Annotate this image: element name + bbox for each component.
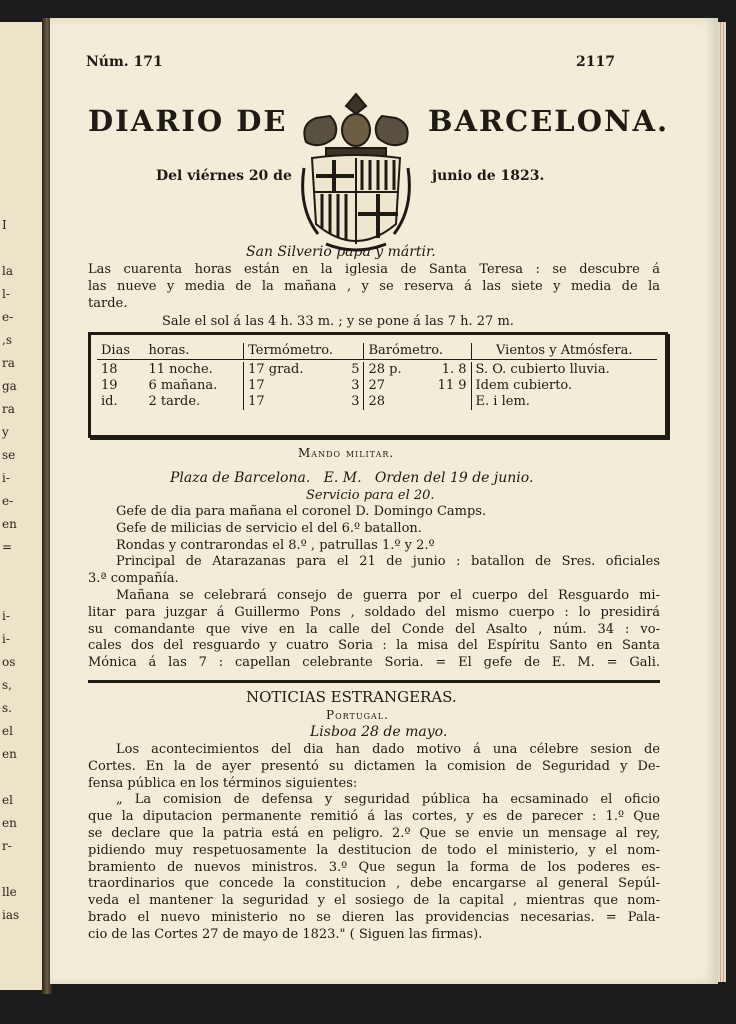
- notice-line: Las cuarenta horas están en la iglesia de Santa Teresa : se descubre á: [88, 262, 660, 277]
- weather-temp-frac: 3: [339, 394, 364, 410]
- weather-header: Dias: [101, 343, 131, 358]
- saint-of-day: San Silverio papa y mártir.: [246, 244, 436, 260]
- facing-page-text: ra: [2, 402, 15, 416]
- weather-wind: E. i lem.: [475, 394, 530, 409]
- news-line: „ La comision de defensa y seguridad pública ha ecsaminado el oficio: [116, 792, 660, 808]
- news-line: veda el mantener la seguridad y el sosiego de la capital , mientras que nom-: [88, 893, 660, 909]
- weather-baro-lines: 1. 8: [420, 362, 471, 378]
- military-heading: Mando militar.: [298, 446, 395, 460]
- notice-line: tarde.: [88, 295, 128, 311]
- weather-table: [97, 343, 657, 410]
- weather-row: [97, 394, 657, 410]
- weather-temp-frac: 5: [339, 362, 364, 378]
- weather-hour: 6 mañana.: [144, 378, 243, 394]
- facing-page-fragment: [0, 22, 44, 990]
- news-line: se declare que la patria está en peligro. 2.º Que se envie un mensage al rey,: [88, 825, 660, 841]
- news-dateline: Lisboa 28 de mayo.: [310, 724, 448, 740]
- weather-hour: 11 noche.: [144, 362, 243, 378]
- facing-page-text: el: [2, 724, 13, 738]
- facing-page-text: =: [2, 540, 13, 554]
- weather-temp: 17: [248, 378, 265, 393]
- weather-header-row: [97, 343, 657, 360]
- facing-page-text: lle: [2, 885, 17, 899]
- newspaper-page: [50, 18, 718, 984]
- facing-page-text: os: [2, 655, 16, 669]
- order-line: 3.ª compañía.: [88, 571, 179, 587]
- news-country: Portugal.: [326, 708, 389, 722]
- facing-page-text: ,s: [2, 333, 12, 347]
- military-place-line: Plaza de Barcelona. E. M. Orden del 19 de junio.: [170, 470, 534, 486]
- news-line: fensa pública en los términos siguientes:: [88, 775, 358, 791]
- facing-page-text: e-: [2, 494, 14, 508]
- facing-page-text: ga: [2, 379, 17, 393]
- news-heading: NOTICIAS ESTRANGERAS.: [246, 688, 457, 706]
- weather-hour: 2 tarde.: [144, 394, 243, 410]
- facing-page-text: en: [2, 517, 17, 531]
- order-line: Gefe de milicias de servicio el del 6.º batallon.: [116, 520, 422, 536]
- issue-number: Núm. 171: [86, 54, 163, 70]
- order-line: Gefe de dia para mañana el coronel D. Domingo Camps.: [116, 504, 487, 519]
- barcelona-coat-of-arms-icon: [296, 88, 416, 254]
- weather-day: 18: [101, 362, 118, 377]
- section-divider: [88, 680, 660, 683]
- weather-wind: S. O. cubierto lluvia.: [475, 362, 610, 377]
- weather-wind: Idem cubierto.: [475, 378, 573, 393]
- weather-day: id.: [101, 394, 118, 409]
- facing-page-text: s.: [2, 701, 12, 715]
- facing-page-text: se: [2, 448, 16, 462]
- weather-temp: 17 grad.: [248, 362, 304, 377]
- news-line: bramiento de nuevos ministros. 3.º Que segun la forma de los poderes es-: [88, 859, 660, 875]
- masthead-right: BARCELONA.: [428, 104, 670, 138]
- date-left: Del viérnes 20 de: [156, 168, 292, 184]
- order-line: litar para juzgar á Guillermo Pons , soldado del mismo cuerpo : lo presidirá: [88, 604, 660, 620]
- page-number: 2117: [576, 54, 615, 70]
- weather-baro: 28: [368, 394, 386, 409]
- weather-day: 19: [101, 378, 118, 393]
- weather-header: Barómetro.: [364, 343, 471, 360]
- news-line: que la diputacion permanente remitió á las cortes, y es de parecer : 1.º Que: [88, 809, 660, 825]
- facing-page-text: el: [2, 793, 13, 807]
- facing-page-text: r-: [2, 839, 12, 853]
- weather-temp: 17: [248, 394, 265, 409]
- facing-page-text: en: [2, 747, 17, 761]
- weather-header: horas.: [144, 343, 243, 360]
- facing-page-text: en: [2, 816, 17, 830]
- news-line: cio de las Cortes 27 de mayo de 1823." ( Siguen las firmas).: [88, 926, 483, 942]
- devotion-notice: [88, 262, 660, 312]
- order-line: Rondas y contrarondas el 8.º , patrullas 1.º y 2.º: [116, 537, 435, 553]
- facing-page-text: e-: [2, 310, 14, 324]
- order-line: Mañana se celebrará consejo de guerra por el cuerpo del Resguardo mi-: [116, 587, 660, 603]
- weather-baro: 27: [368, 378, 386, 393]
- weather-temp-frac: 3: [339, 378, 364, 394]
- masthead-left: DIARIO DE: [88, 104, 288, 138]
- news-line: Cortes. En la de ayer presentó su dictamen la comision de Seguridad y De-: [88, 758, 660, 774]
- sun-times: Sale el sol á las 4 h. 33 m. ; y se pone á las 7 h. 27 m.: [162, 314, 514, 329]
- notice-line: las nueve y media de la mañana , y se reserva á las siete y media de la: [88, 278, 660, 294]
- date-right: junio de 1823.: [432, 168, 545, 184]
- order-line: Principal de Atarazanas para el 21 de junio : batallon de Sres. oficiales: [116, 554, 660, 570]
- order-line: Mónica á las 7 : capellan celebrante Soria. = El gefe de E. M. = Gali.: [88, 655, 660, 671]
- facing-page-text: y: [2, 425, 9, 439]
- news-line: pidiendo muy respetuosamente la destitucion de todo el ministerio, y el nom-: [88, 842, 660, 858]
- news-line: brado el nuevo ministerio no se dieren las providencias necesarias. = Pala-: [88, 909, 660, 925]
- news-body: [88, 742, 660, 944]
- weather-baro-lines: 11 9: [420, 378, 471, 394]
- facing-page-text: ra: [2, 356, 15, 370]
- weather-table-frame: [88, 332, 668, 438]
- facing-page-text: I: [2, 218, 7, 232]
- order-line: cales dos del resguardo y cuatro Soria : la misa del Espíritu Santo en Santa: [88, 638, 660, 654]
- facing-page-text: i-: [2, 632, 10, 646]
- weather-baro: 28 p.: [368, 362, 402, 377]
- weather-header: Vientos y Atmósfera.: [496, 343, 633, 358]
- military-orders: [88, 504, 660, 672]
- facing-page-text: i-: [2, 609, 10, 623]
- weather-row: [97, 378, 657, 394]
- service-heading: Servicio para el 20.: [306, 488, 435, 503]
- facing-page-text: s,: [2, 678, 12, 692]
- facing-page-text: l-: [2, 287, 10, 301]
- order-line: su comandante que vive en la calle del Conde del Asalto , núm. 34 : vo-: [88, 621, 660, 637]
- news-line: Los acontecimientos del dia han dado motivo á una célebre sesion de: [116, 742, 660, 757]
- facing-page-text: la: [2, 264, 13, 278]
- news-line: traordinarios que concede la constitucion , debe encargarse al general Sepúl-: [88, 876, 660, 892]
- weather-header: Termómetro.: [244, 343, 364, 360]
- facing-page-text: ias: [2, 908, 20, 922]
- facing-page-text: i-: [2, 471, 10, 485]
- weather-row: [97, 362, 657, 378]
- weather-baro-lines: [420, 394, 471, 410]
